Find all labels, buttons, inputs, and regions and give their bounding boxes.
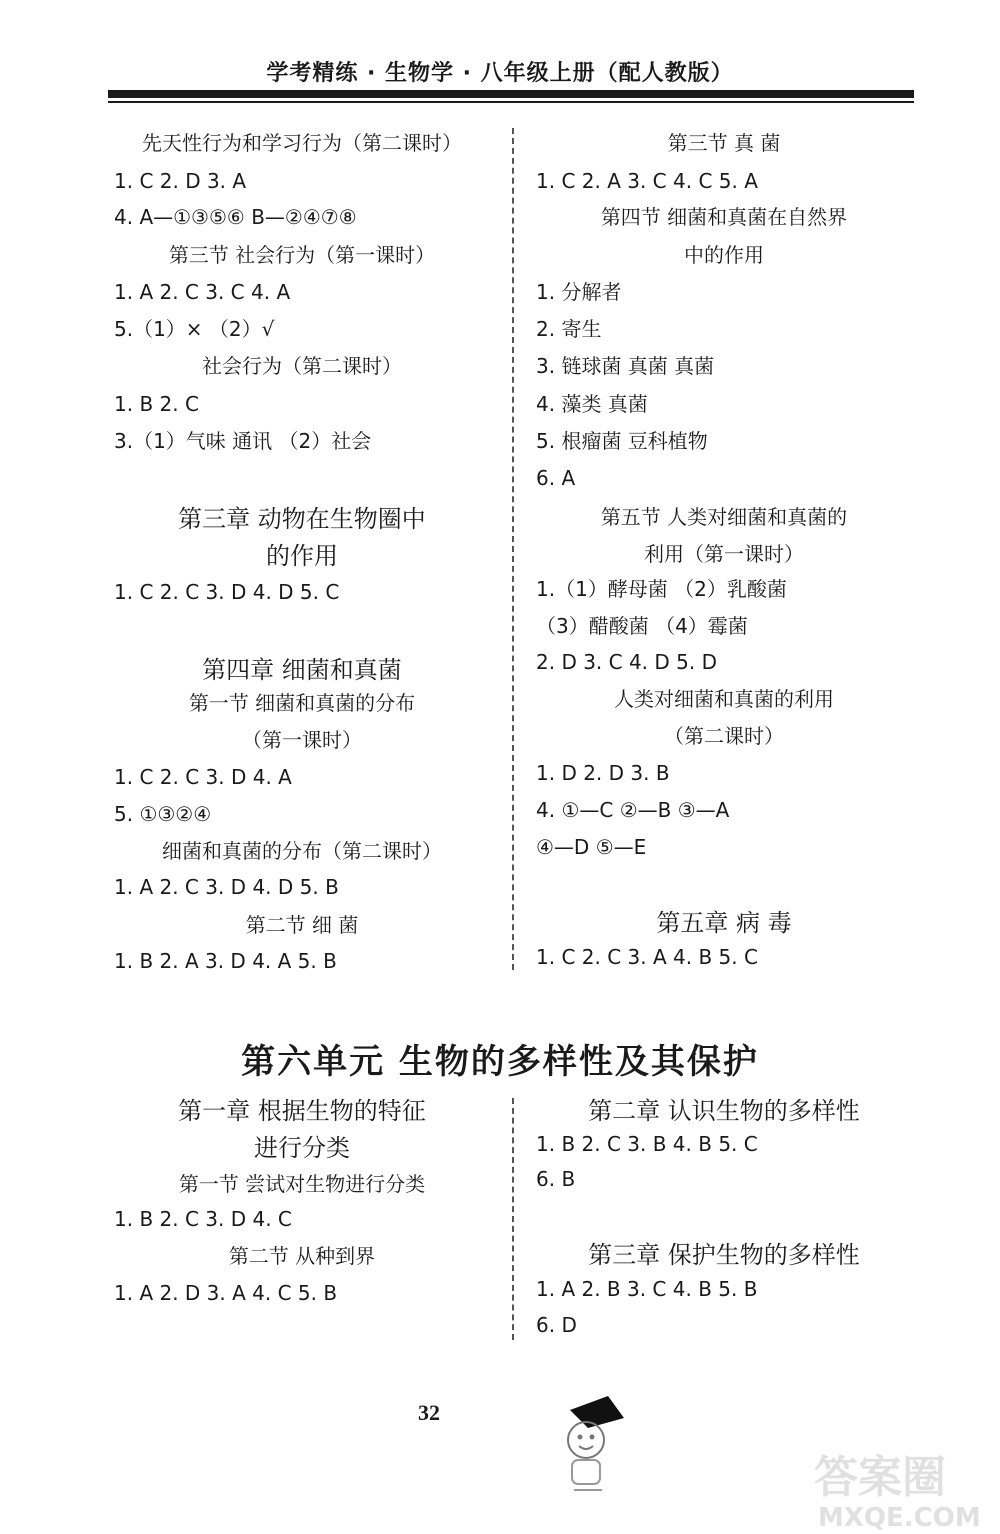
section-heading: 中的作用 [684,243,764,267]
page-header-title: 学考精练 · 生物学 · 八年级上册（配人教版） [266,61,734,86]
answer-line: 4. ①—C ②—B ③—A [536,798,730,822]
section-heading: 第三章 动物在生物圈中 [178,505,426,533]
answer-line: 1. D 2. D 3. B [536,761,670,785]
page-number: 32 [418,1400,440,1425]
answer-line: 5.（1）× （2）√ [114,317,275,341]
section-heading: 进行分类 [254,1134,350,1162]
column-divider-bottom [512,1098,514,1340]
section-heading: 第二章 认识生物的多样性 [588,1097,860,1125]
answer-line: 3. 链球菌 真菌 真菌 [536,354,715,378]
section-heading: 第五章 病 毒 [656,909,792,937]
section-heading: 第四节 细菌和真菌在自然界 [600,205,848,229]
section-heading: 第三节 社会行为（第一课时） [168,243,436,267]
section-heading: 的作用 [266,542,338,570]
answer-line: 5. ①③②④ [114,802,212,826]
answer-line: 1. C 2. D 3. A [114,169,247,193]
answer-line: （3）醋酸菌 （4）霉菌 [536,614,748,638]
answer-line: 1.（1）酵母菌 （2）乳酸菌 [536,577,787,601]
section-heading: 利用（第一课时） [644,542,804,566]
answer-line: 1. B 2. A 3. D 4. A 5. B [114,949,337,973]
watermark-sub-text: MXQE.COM [818,1503,981,1533]
section-heading: 第一节 细菌和真菌的分布 [188,691,416,715]
unit-title: 第六单元 生物的多样性及其保护 [241,1042,759,1082]
header-rule-thick [108,90,914,98]
section-heading: 第二节 从种到界 [228,1244,376,1268]
section-heading: 第五节 人类对细菌和真菌的 [600,505,848,529]
answer-line: 1. C 2. C 3. D 4. D 5. C [114,580,340,604]
section-heading: 社会行为（第二课时） [202,354,402,378]
section-heading: 第三节 真 菌 [667,131,781,155]
answer-line: ④—D ⑤—E [536,835,647,859]
watermark-main-text: 答案圈 [814,1452,946,1503]
answer-line: 2. D 3. C 4. D 5. D [536,650,717,674]
section-heading: （第一课时） [242,728,362,752]
answer-line: 4. 藻类 真菌 [536,392,648,416]
section-heading: 人类对细菌和真菌的利用 [614,687,834,711]
answer-line: 1. B 2. C 3. D 4. C [114,1207,292,1231]
answer-line: 1. 分解者 [536,280,622,304]
answer-line: 1. A 2. C 3. D 4. D 5. B [114,875,339,899]
watermark-logo [810,1440,996,1534]
mascot-graduate-icon [550,1390,630,1500]
section-heading: 第三章 保护生物的多样性 [588,1241,860,1269]
section-heading: （第二课时） [664,724,784,748]
header-rule-thin [108,101,914,103]
section-heading: 第二节 细 菌 [245,913,359,937]
section-heading: 细菌和真菌的分布（第二课时） [162,839,442,863]
answer-line: 1. B 2. C 3. B 4. B 5. C [536,1132,758,1156]
section-heading: 第四章 细菌和真菌 [202,656,402,684]
answer-line: 6. A [536,466,576,490]
section-heading: 第一节 尝试对生物进行分类 [178,1172,426,1196]
answer-line: 1. C 2. C 3. A 4. B 5. C [536,945,758,969]
section-heading: 先天性行为和学习行为（第二课时） [142,131,462,155]
answer-line: 5. 根瘤菌 豆科植物 [536,429,708,453]
section-heading: 第一章 根据生物的特征 [178,1097,426,1125]
answer-line: 1. A 2. B 3. C 4. B 5. B [536,1277,758,1301]
column-divider-top [512,128,514,970]
answer-line: 1. C 2. C 3. D 4. A [114,765,292,789]
answer-line: 1. A 2. D 3. A 4. C 5. B [114,1281,338,1305]
answer-line: 1. A 2. C 3. C 4. A [114,280,291,304]
answer-line: 6. B [536,1167,576,1191]
answer-line: 2. 寄生 [536,317,602,341]
answer-line: 6. D [536,1313,577,1337]
answer-line: 4. A—①③⑤⑥ B—②④⑦⑧ [114,205,357,229]
answer-line: 3.（1）气味 通讯 （2）社会 [114,429,372,453]
answer-line: 1. B 2. C [114,392,199,416]
answer-line: 1. C 2. A 3. C 4. C 5. A [536,169,758,193]
